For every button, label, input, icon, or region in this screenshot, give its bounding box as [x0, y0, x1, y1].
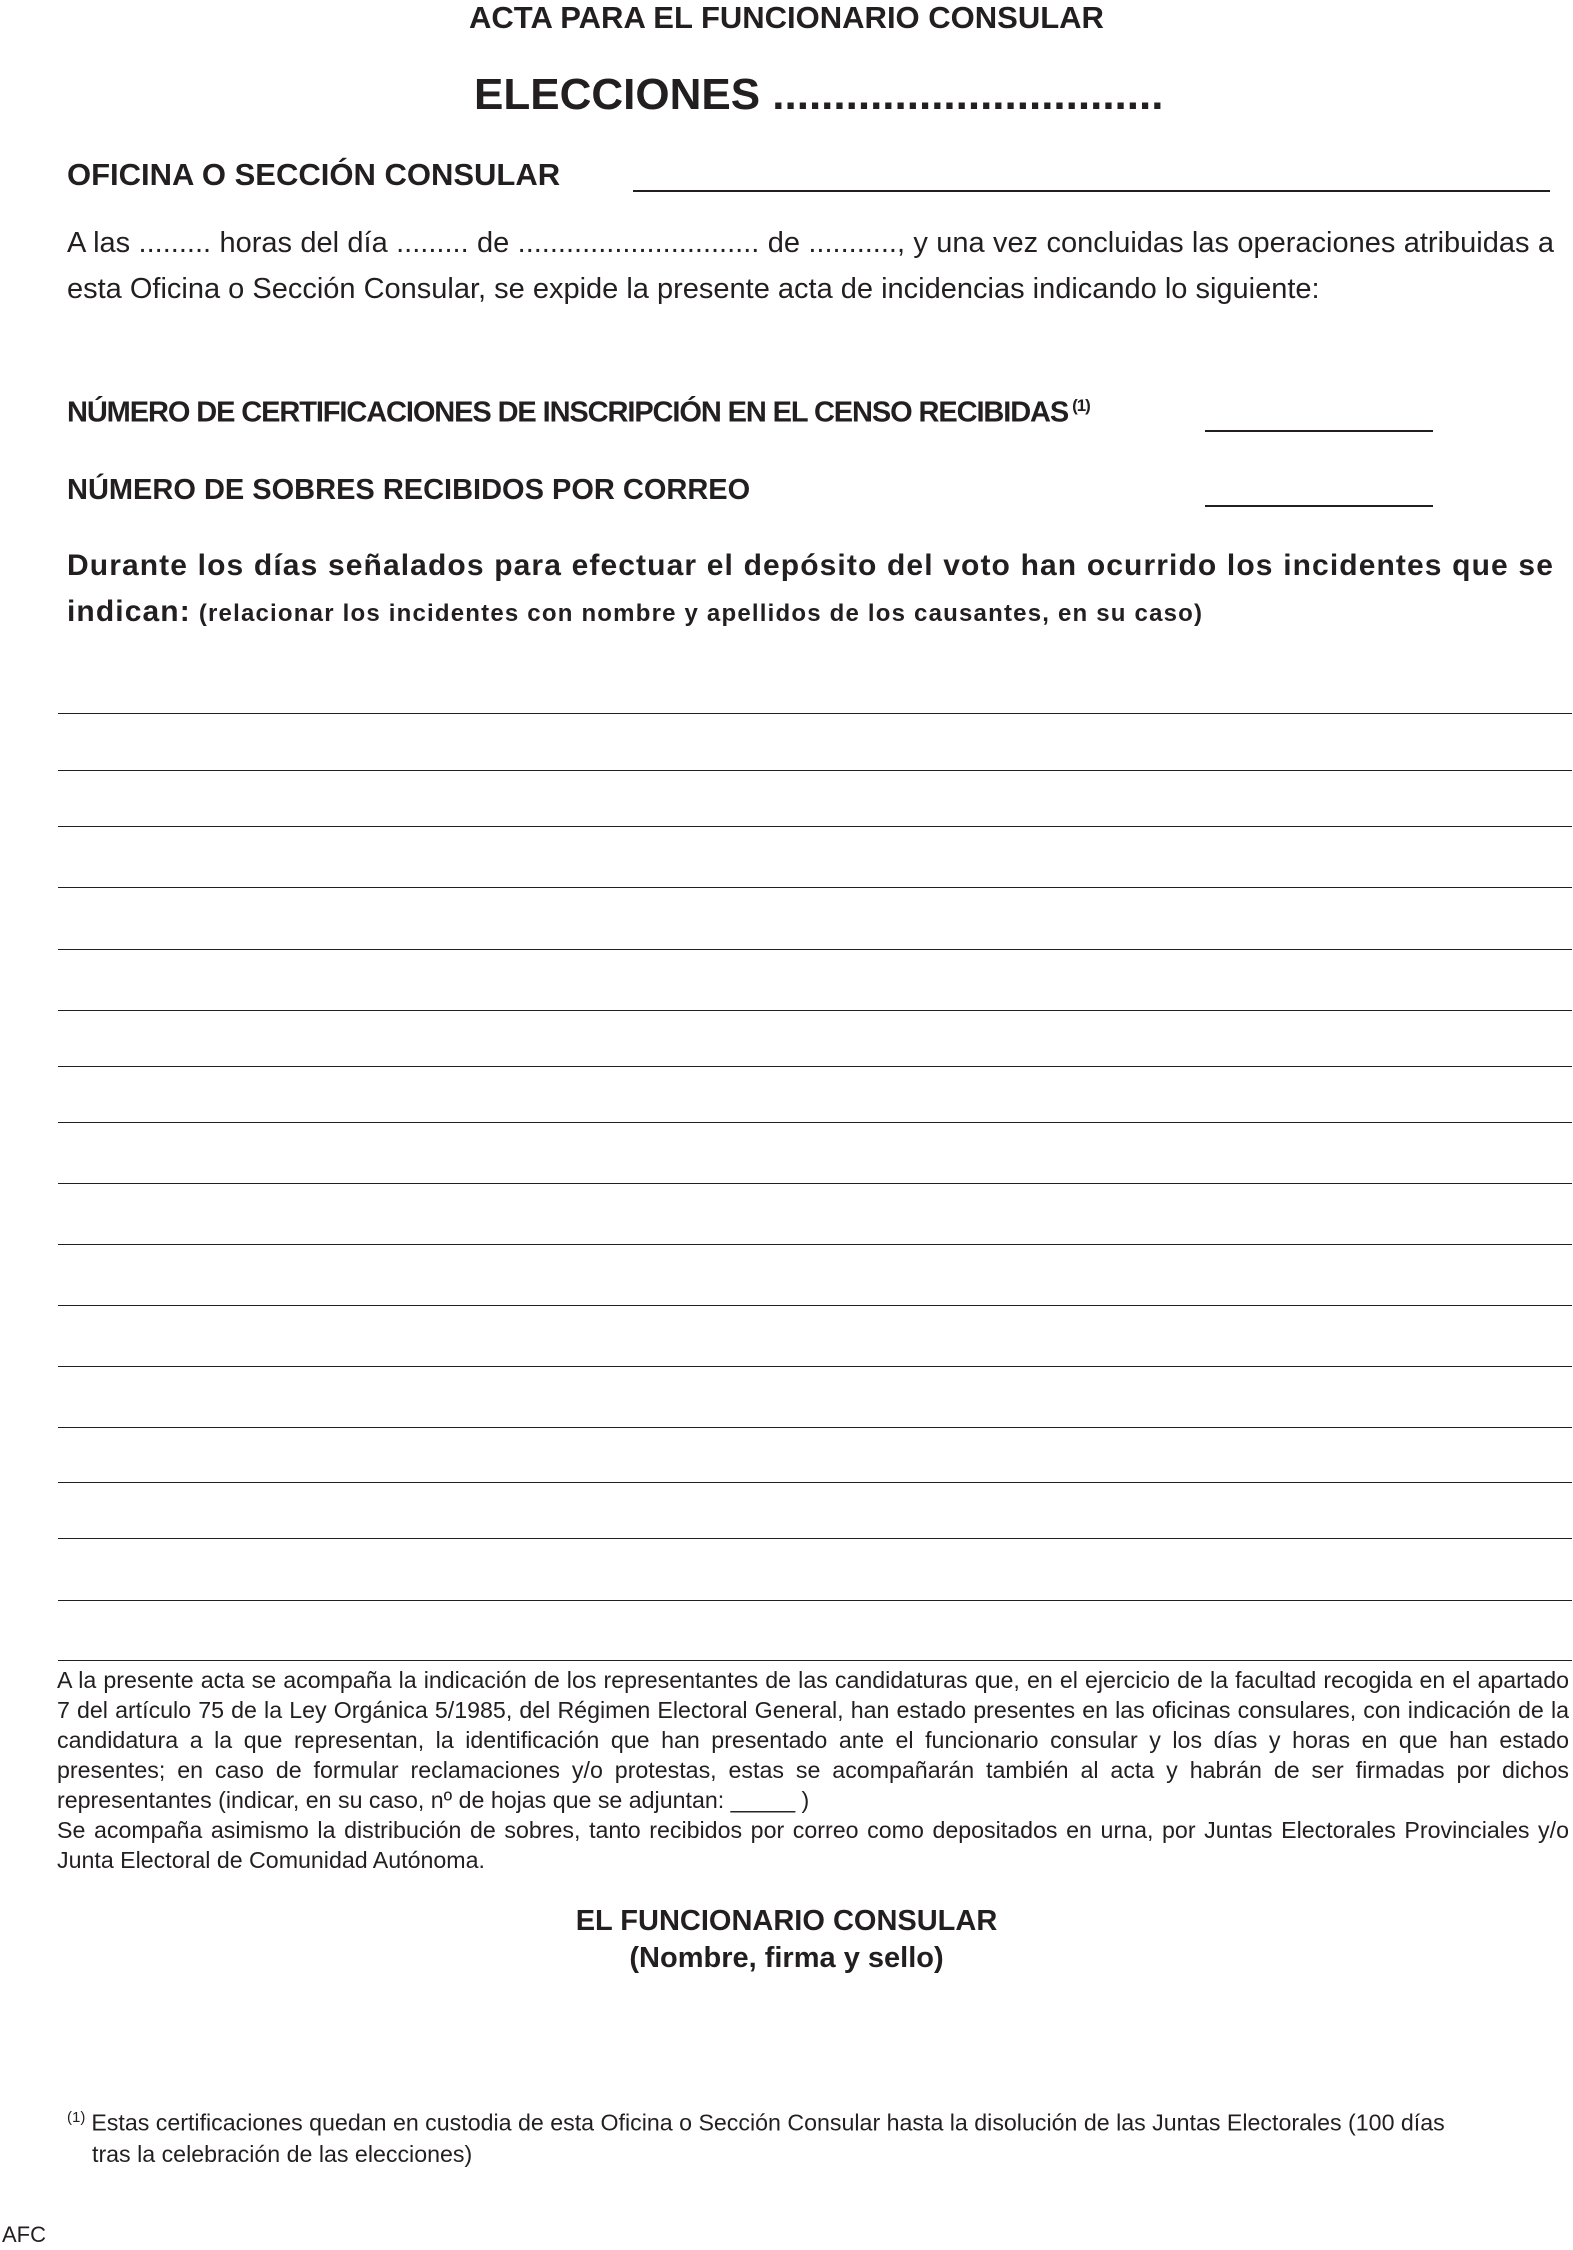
footnote-line2: tras la celebración de las elecciones)	[92, 2140, 473, 2167]
writing-line[interactable]	[58, 1305, 1572, 1306]
writing-line[interactable]	[58, 887, 1572, 888]
footnote	[67, 2102, 1569, 2170]
signature-block	[0, 1903, 1573, 1977]
sobres-label: NÚMERO DE SOBRES RECIBIDOS POR CORREO	[67, 474, 751, 506]
writing-line[interactable]	[58, 1066, 1572, 1067]
writing-line[interactable]	[58, 1427, 1572, 1428]
form-code: AFC	[2, 2222, 46, 2247]
footnote-mark: (1)	[67, 2109, 86, 2126]
elections-heading: ELECCIONES ................................	[474, 70, 1164, 119]
certificaciones-input-line[interactable]	[1205, 430, 1433, 432]
signature-subtitle: (Nombre, firma y sello)	[629, 1942, 944, 1974]
form-title: ACTA PARA EL FUNCIONARIO CONSULAR	[469, 0, 1104, 35]
writing-line[interactable]	[58, 826, 1572, 827]
footnote-ref: (1)	[1072, 396, 1090, 415]
writing-line[interactable]	[58, 949, 1572, 950]
incidents-note: (relacionar los incidentes con nombre y apellidos de los causantes, en su caso)	[198, 600, 1204, 627]
writing-line[interactable]	[58, 1660, 1572, 1661]
sobres-input-line[interactable]	[1205, 505, 1433, 507]
writing-line[interactable]	[58, 1366, 1572, 1367]
writing-line[interactable]	[58, 1244, 1572, 1245]
incidents-heading	[67, 543, 1554, 637]
office-label: OFICINA O SECCIÓN CONSULAR	[67, 157, 561, 192]
writing-line[interactable]	[58, 1183, 1572, 1184]
writing-line[interactable]	[58, 1538, 1572, 1539]
office-input-line[interactable]	[633, 190, 1550, 192]
signature-title: EL FUNCIONARIO CONSULAR	[575, 1905, 998, 1937]
footnote-line1: Estas certificaciones quedan en custodia de esta Oficina o Sección Consular hasta la disolución de las Juntas Electorales (100 días	[91, 2109, 1445, 2136]
certificaciones-label-text: NÚMERO DE CERTIFICACIONES DE INSCRIPCIÓN EN EL CENSO RECIBIDAS	[67, 396, 1069, 429]
writing-line[interactable]	[58, 1010, 1572, 1011]
intro-paragraph: A las ......... horas del día ......... de .............................. de ..........., y una vez concluidas las operaciones atribuidas a esta Oficina o Sección Consular, se expide la presente acta de incidencias indicando lo siguiente:	[67, 227, 1554, 305]
representatives-paragraph	[57, 1665, 1569, 1875]
writing-line[interactable]	[58, 713, 1572, 714]
distribution-text: Se acompaña asimismo la distribución de sobres, tanto recibidos por correo como depositados en urna, por Juntas Electorales Provinciales y/o Junta Electoral de Comunidad Autónoma.	[57, 1817, 1569, 1873]
writing-line[interactable]	[58, 1482, 1572, 1483]
representatives-text: A la presente acta se acompaña la indicación de los representantes de las candidaturas que, en el ejercicio de la facultad recogida en el apartado 7 del artículo 75 de la Ley Orgánica 5/1985, del Régimen Electoral General, han estado presentes en las oficinas consulares, con indicación de la candidatura a la que representan, la identificación que han presentado ante el funcionario consular y los días y horas en que han estado presentes; en caso de formular reclamaciones y/o protestas, estas se acompañarán también al acta y habrán de ser firmadas por dichos representantes (indicar, en su caso, nº de hojas que se adjuntan: _____ )	[57, 1667, 1569, 1813]
incidents-heading-text: Durante los días señalados para efectuar el depósito del voto han ocurrido los incidentes que se indican:	[67, 549, 1554, 628]
writing-line[interactable]	[58, 1122, 1572, 1123]
certificaciones-label	[67, 396, 1090, 430]
writing-line[interactable]	[58, 770, 1572, 771]
writing-line[interactable]	[58, 1600, 1572, 1601]
